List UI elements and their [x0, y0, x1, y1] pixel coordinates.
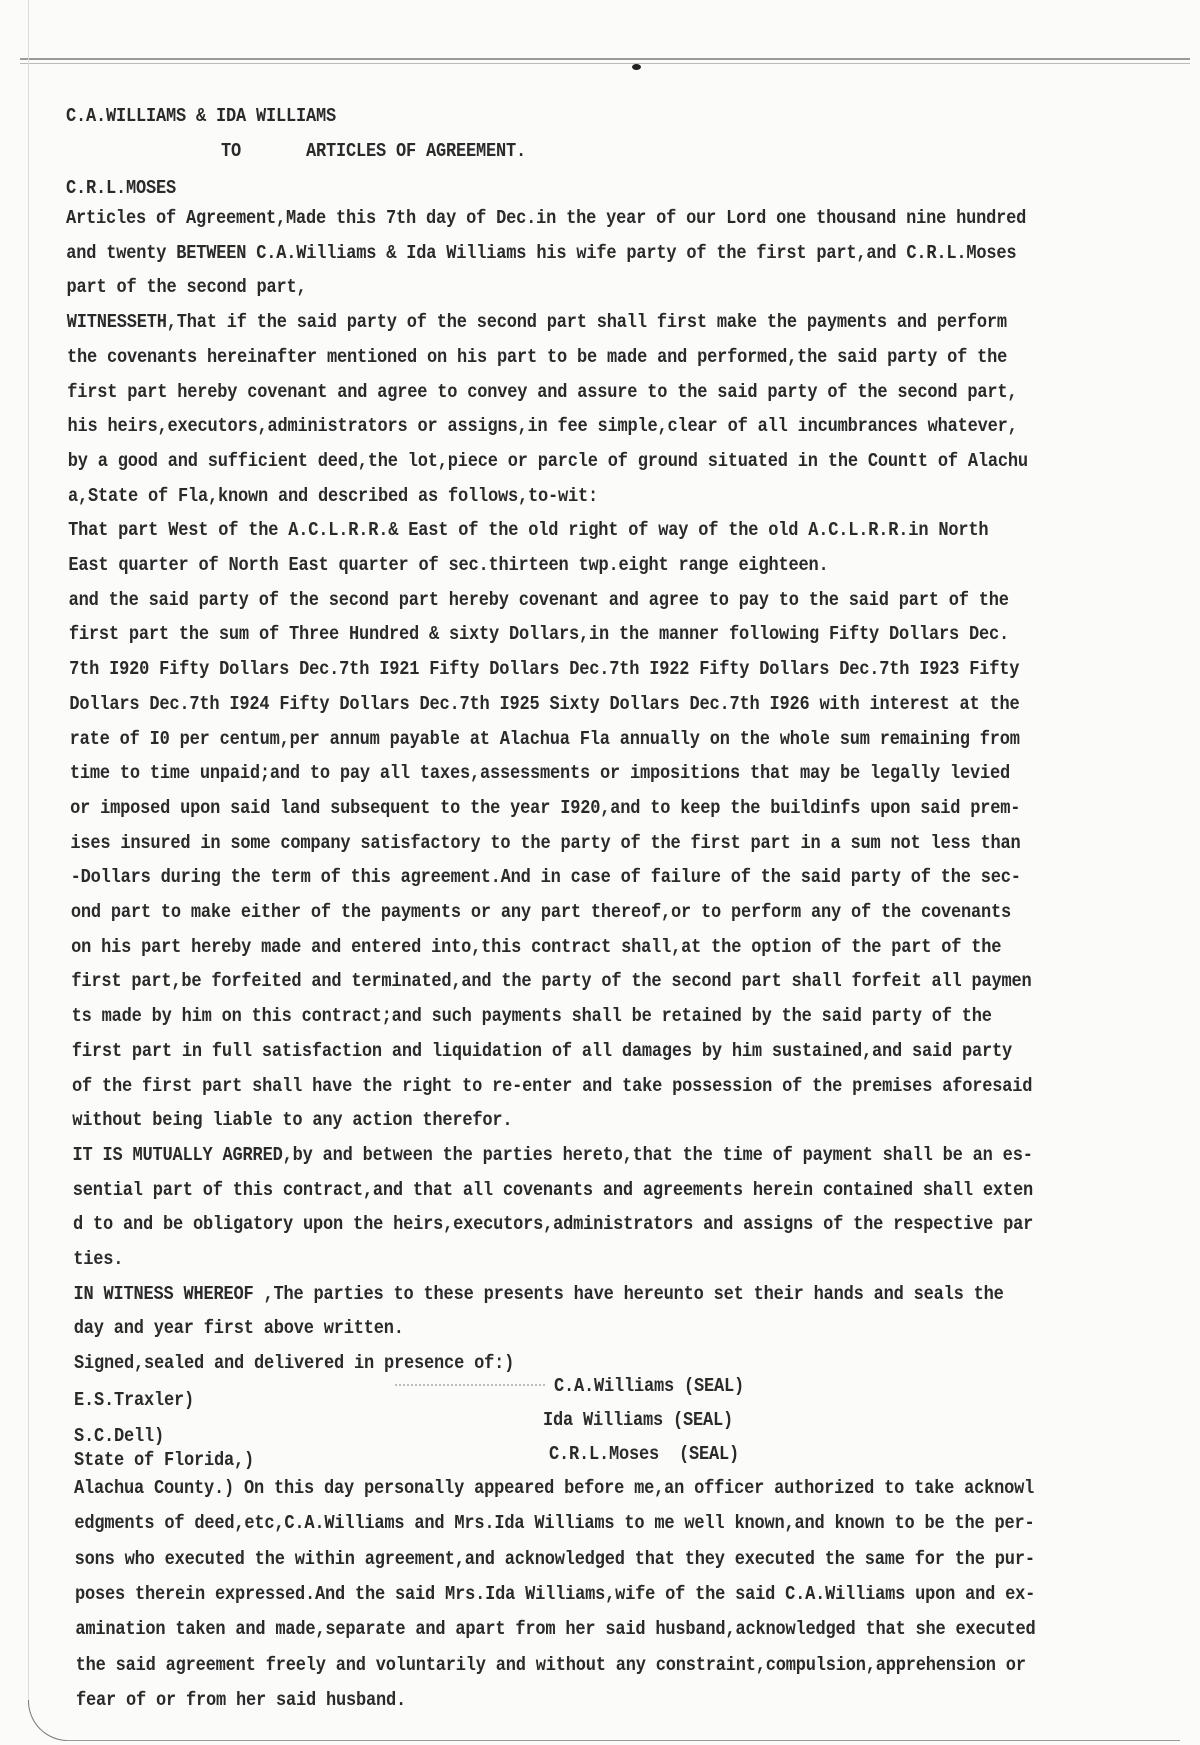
acknowledgment-line: edgments of deed,etc,C.A.Williams and Mrs.Ida Williams to me well known,and known to be the per-: [74, 1513, 1035, 1536]
body-line: ond part to make either of the payments or any part thereof,or to perform any of the covenants: [70, 902, 1012, 924]
body-line: ties.: [73, 1249, 124, 1271]
state-line: State of Florida,): [74, 1450, 255, 1472]
parties-first: C.A.WILLIAMS & IDA WILLIAMS: [66, 106, 337, 128]
body-line: without being liable to any action therefor.: [72, 1110, 513, 1133]
body-line: WITNESSETH,That if the said party of the second part shall first make the payments and perform: [66, 312, 1007, 334]
document-title: ARTICLES OF AGREEMENT.: [306, 141, 527, 163]
body-line: IT IS MUTUALLY AGRRED,by and between the parties hereto,that the time of payment shall be an es-: [72, 1144, 1033, 1167]
body-line: the covenants hereinafter mentioned on his part to be made and performed,the said party of the: [66, 346, 1008, 369]
header-rule-top: [20, 58, 1190, 60]
body-line: IN WITNESS WHEREOF ,The parties to these presents have hereunto set their hands and seals the: [73, 1283, 1004, 1306]
body-line: first part,be forfeited and terminated,and the party of the second part shall forfeit all paymen: [71, 971, 1032, 994]
body-line: first part the sum of Three Hundred & sixty Dollars,in the manner following Fifty Dollars Dec.: [68, 624, 1010, 647]
page-corner: [28, 1700, 69, 1741]
body-line: his heirs,executors,administrators or assigns,in fee simple,clear of all incumbrances whatever,: [67, 416, 1018, 439]
body-line: ises insured in some company satisfactory to the party of the first part in a sum not less than: [70, 832, 1021, 855]
body-line: and the said party of the second part hereby covenant and agree to pay to the said part of the: [68, 589, 1009, 612]
body-line: Articles of Agreement,Made this 7th day of Dec.in the year of our Lord one thousand nine hundred: [66, 208, 1027, 230]
body-line: or imposed upon said land subsequent to the year I920,and to keep the buildinfs upon said prem-: [70, 797, 1021, 820]
signature-ca-williams: C.A.Williams (SEAL): [554, 1376, 745, 1398]
to-label: TO: [221, 141, 242, 163]
acknowledgment-line: the said agreement freely and voluntarily and without any constraint,compulsion,apprehension or: [75, 1654, 1026, 1677]
body-line: first part in full satisfaction and liquidation of all damages by him sustained,and said party: [71, 1040, 1012, 1063]
body-line: first part hereby covenant and agree to convey and assure to the said party of the second part,: [67, 381, 1018, 404]
signature-crl-moses: C.R.L.Moses (SEAL): [549, 1444, 740, 1466]
body-line: a,State of Fla,known and described as follows,to-wit:: [67, 485, 599, 508]
body-line: -Dollars during the term of this agreement.And in case of failure of the said party of the sec-: [70, 867, 1021, 890]
witness-2: S.C.Dell): [74, 1426, 165, 1448]
body-line: d to and be obligatory upon the heirs,executors,administrators and assigns of the respective par: [73, 1214, 1034, 1237]
body-line: time to time unpaid;and to pay all taxes,assessments or impositions that may be legally levied: [69, 763, 1011, 786]
body-line: rate of I0 per centum,per annum payable at Alachua Fla annually on the whole sum remaining from: [69, 728, 1020, 751]
body-line: ts made by him on this contract;and such payments shall be retained by the said party of the: [71, 1006, 992, 1028]
body-line: on his part hereby made and entered into,this contract shall,at the option of the part of the: [71, 936, 1002, 959]
signature-ida-williams: Ida Williams (SEAL): [543, 1410, 734, 1432]
acknowledgment-line: fear of or from her said husband.: [76, 1689, 407, 1712]
acknowledgment-line: amination taken and made,separate and apart from her said husband,acknowledged that she executed: [75, 1619, 1036, 1642]
page-edge: [28, 0, 29, 1701]
page-edge-bottom: [66, 1740, 1180, 1741]
body-line: That part West of the A.C.L.R.R.& East of the old right of way of the old A.C.L.R.R.in North: [68, 520, 989, 543]
acknowledgment-line: poses therein expressed.And the said Mrs.Ida Williams,wife of the said C.A.Williams upon and ex-: [75, 1583, 1036, 1606]
body-line: part of the second part,: [66, 277, 307, 300]
body-line: Signed,sealed and delivered in presence of:): [74, 1353, 515, 1375]
body-line: by a good and sufficient deed,the lot,piece or parcle of ground situated in the Countt of Alachu: [67, 450, 1028, 473]
parties-second: C.R.L.MOSES: [66, 178, 177, 200]
header-rule-bottom: [20, 63, 1190, 64]
body-line: East quarter of North East quarter of sec.thirteen twp.eight range eighteen.: [68, 555, 829, 577]
body-line: Dollars Dec.7th I924 Fifty Dollars Dec.7th I925 Sixty Dollars Dec.7th I926 with interest at the: [69, 693, 1020, 716]
body-line: sential part of this contract,and that all covenants and agreements herein contained shall exten: [72, 1179, 1033, 1202]
acknowledgment-line: sons who executed the within agreement,and acknowledged that they executed the same for the pur-: [74, 1548, 1035, 1571]
acknowledgment-line: Alachua County.) On this day personally appeared before me,an officer authorized to take acknowl: [74, 1478, 1035, 1500]
witness-1: E.S.Traxler): [74, 1390, 195, 1412]
signature-dotted-line: [395, 1384, 545, 1386]
ink-mark: [632, 64, 641, 70]
body-line: of the first part shall have the right to re-enter and take possession of the premises aforesaid: [72, 1075, 1033, 1098]
body-line: 7th I920 Fifty Dollars Dec.7th I921 Fifty Dollars Dec.7th I922 Fifty Dollars Dec.7th I923 Fifty: [69, 659, 1020, 681]
body-line: and twenty BETWEEN C.A.Williams & Ida Williams his wife party of the first part,and C.R.L.Moses: [66, 242, 1017, 265]
body-line: day and year first above written.: [73, 1318, 404, 1341]
